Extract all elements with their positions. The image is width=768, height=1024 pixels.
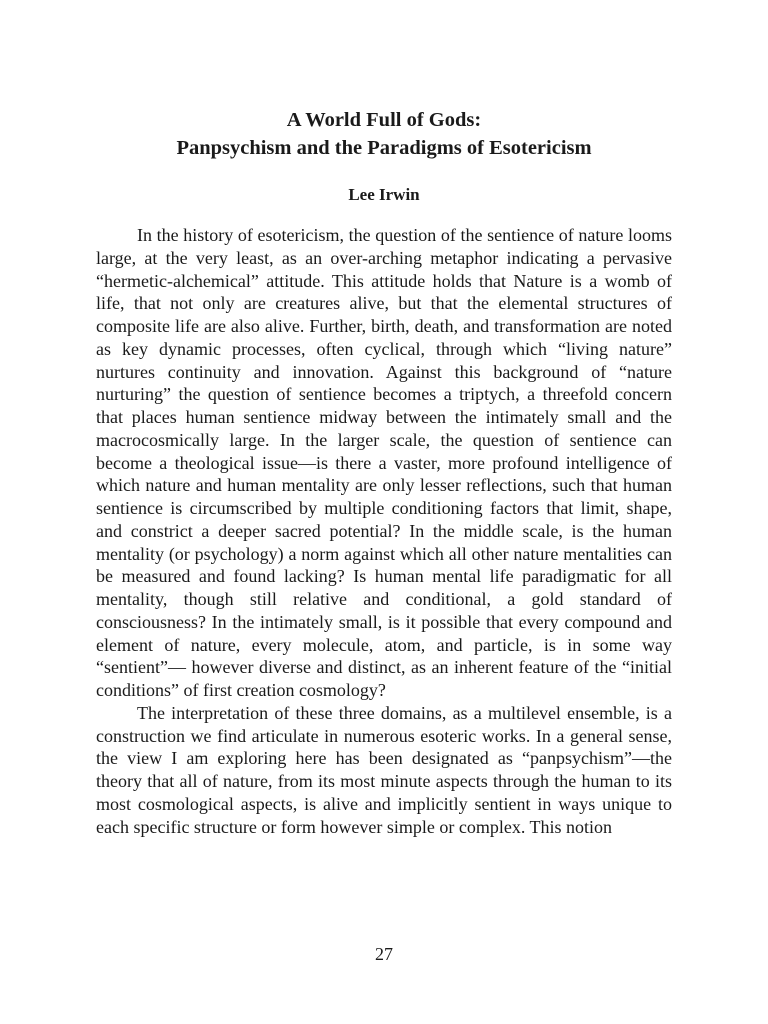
title-line-2: Panpsychism and the Paradigms of Esotericism <box>176 137 592 159</box>
article-title <box>96 106 672 162</box>
body-paragraph-2: The interpretation of these three domains, as a multilevel ensemble, is a construction we find articulate in numerous esoteric works. In a general sense, the view I am exploring here has been designated as “panpsychism”—the theory that all of nature, from its most minute aspects through the human to its most cosmological aspects, is alive and implicitly sentient in ways unique to each specific structure or form however simple or complex. This notion <box>96 702 672 837</box>
article <box>96 106 672 838</box>
body-paragraph-1: In the history of esotericism, the question of the sentience of nature looms large, at the very least, as an over-arching metaphor indicating a pervasive “hermetic-alchemical” attitude. This attitude holds that Nature is a womb of life, that not only are creatures alive, but that the elemental structures of composite life are also alive. Further, birth, death, and transformation are noted as key dynamic processes, often cyclical, through which “living nature” nurtures continuity and innovation. Against this background of “nature nurturing” the question of sentience becomes a triptych, a threefold concern that places human sentience midway between the intimately small and the macrocosmically large. In the larger scale, the question of sentience can become a theological issue—is there a vaster, more profound intelligence of which nature and human mentality are only lesser reflections, such that human sentience is circumscribed by multiple conditioning factors that limit, shape, and constrict a deeper sacred potential? In the middle scale, is the human mentality (or psychology) a norm against which all other nature mentalities can be measured and found lacking? Is human mental life paradigmatic for all mentality, though still relative and conditional, a gold standard of consciousness? In the intimately small, is it possible that every compound and element of nature, every molecule, atom, and particle, is in some way “sentient”— however diverse and distinct, as an inherent feature of the “initial conditions” of first creation cosmology? <box>96 225 672 700</box>
author-name: Lee Irwin <box>348 185 420 204</box>
title-line-1: A World Full of Gods: <box>286 109 482 131</box>
article-body <box>96 224 672 838</box>
page-number: 27 <box>375 944 393 964</box>
